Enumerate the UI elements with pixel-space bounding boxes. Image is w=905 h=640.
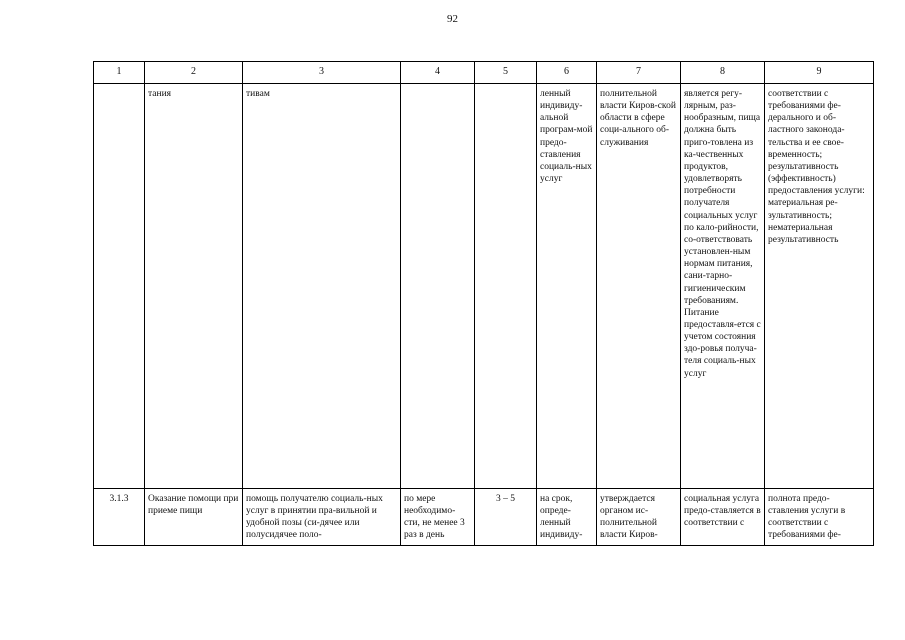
cell-duration: 3 – 5 (475, 489, 537, 546)
cell-conditions: является регу-лярным, раз-нообразным, пища должна быть приго-товлена из ка-чественных продуктов, удовлетворять потребности получателя социальных услуг по кало-рийности, со-ответствовать установлен-ным нормам питания, сани-тарно-гигиеническим требованиям. Питание предоставля-ется с учетом состояния здо-ровья получа-теля социаль-ных услуг (681, 84, 765, 489)
column-number: 9 (765, 62, 874, 84)
cell-tariff: утверждается органом ис-полнительной власти Киров- (597, 489, 681, 546)
cell-description: помощь получателю социаль-ных услуг в принятии пра-вильной и удобной позы (си-дячее или полусидячее поло- (243, 489, 401, 546)
column-number: 6 (537, 62, 597, 84)
table-row (94, 489, 874, 546)
column-number: 5 (475, 62, 537, 84)
cell-conditions: социальная услуга предо-ставляется в соответствии с (681, 489, 765, 546)
column-number: 8 (681, 62, 765, 84)
table-header-row (94, 62, 874, 84)
page-number: 92 (447, 13, 458, 25)
cell-quality: полнота предо-ставления услуги в соответствии с требованиями фе- (765, 489, 874, 546)
table-row (94, 84, 874, 489)
column-number: 1 (94, 62, 145, 84)
cell-description: тивам (243, 84, 401, 489)
cell-service-name: тания (145, 84, 243, 489)
services-table (93, 61, 874, 546)
cell-term: на срок, опреде-ленный индивиду- (537, 489, 597, 546)
column-number: 4 (401, 62, 475, 84)
cell-quality: соответствии с требованиями фе-дерального и об-ластного законода-тельства и ее свое-временность; результативность (эффективность) предоставления услуги: материальная ре-зультативность; нематериальная результативность (765, 84, 874, 489)
cell-frequency (401, 84, 475, 489)
cell-code (94, 84, 145, 489)
column-number: 7 (597, 62, 681, 84)
cell-service-name: Оказание помощи при приеме пищи (145, 489, 243, 546)
cell-frequency: по мере необходимо-сти, не менее 3 раз в день (401, 489, 475, 546)
column-number: 2 (145, 62, 243, 84)
cell-tariff: полнительной власти Киров-ской области в сфере соци-ального об-служивания (597, 84, 681, 489)
column-number: 3 (243, 62, 401, 84)
cell-duration (475, 84, 537, 489)
cell-term: ленный индивиду-альной програм-мой предо-ставления социаль-ных услуг (537, 84, 597, 489)
cell-code: 3.1.3 (94, 489, 145, 546)
